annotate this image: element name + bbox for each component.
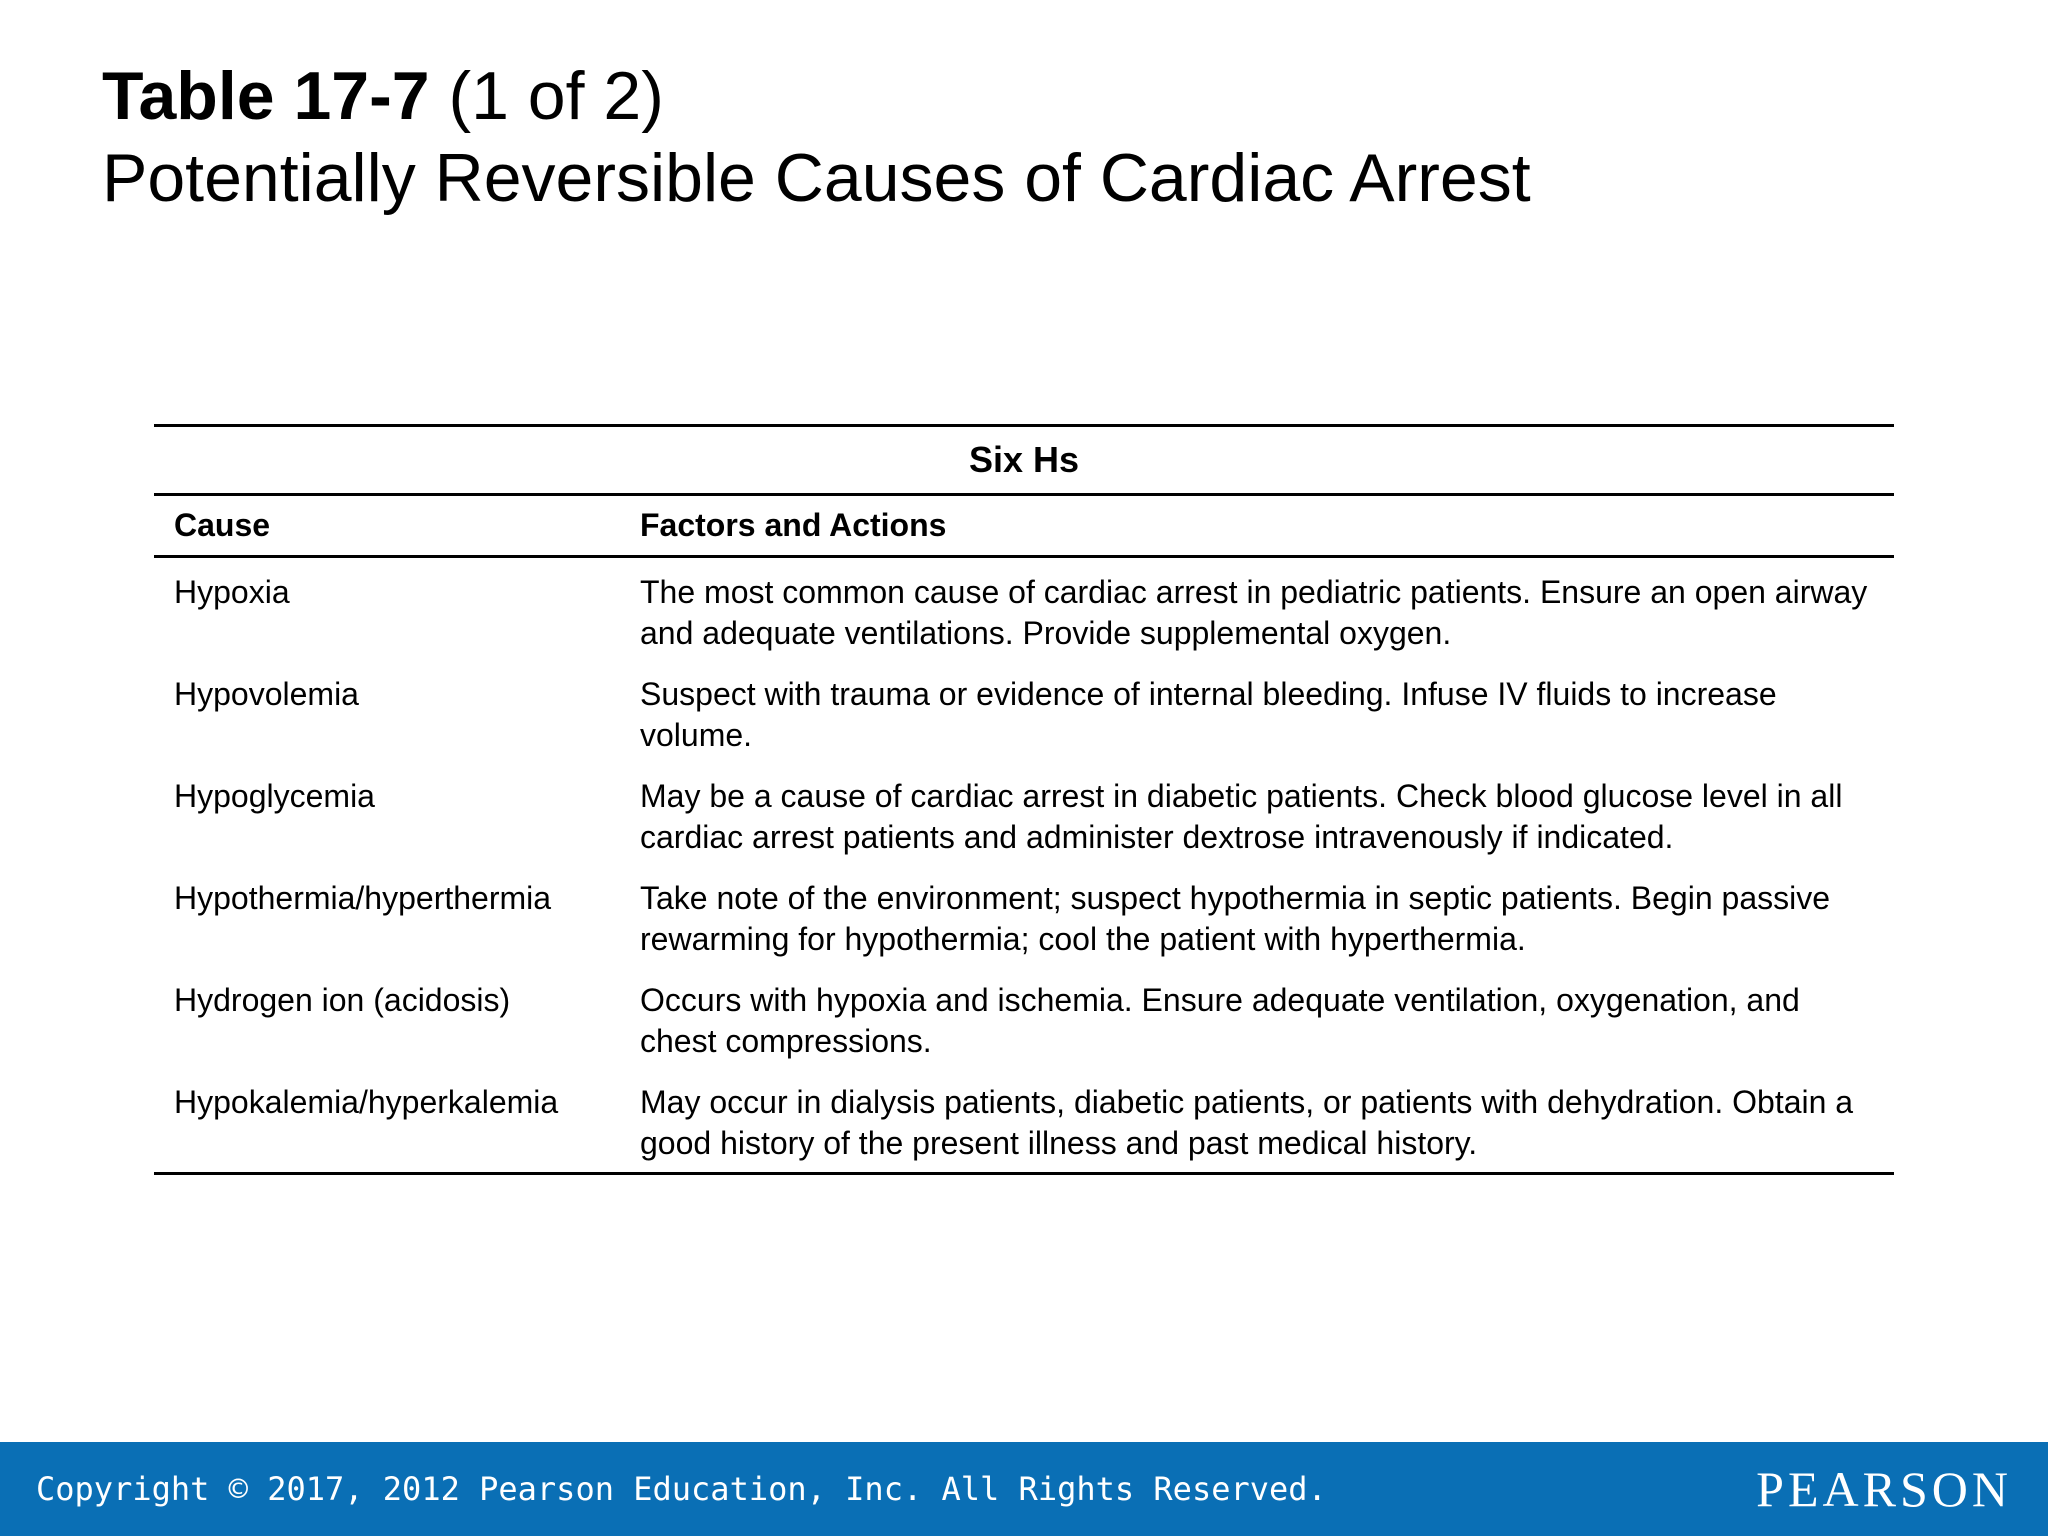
table-row [154,572,1894,654]
factors-cell: May be a cause of cardiac arrest in diabetic patients. Check blood glucose level in all cardiac arrest patients and administer dextrose intravenously if indicated. [640,778,1843,855]
cause-cell: Hypoxia [174,574,290,610]
table-bottom-rule [154,1172,1894,1175]
footer-bar [0,1442,2048,1536]
slide-title-block [102,56,1942,220]
table-row [154,776,1894,858]
cause-cell: Hypoglycemia [174,778,375,814]
table-part: (1 of 2) [429,58,664,134]
factors-cell: Take note of the environment; suspect hypothermia in septic patients. Begin passive rewarming for hypothermia; cool the patient with hyperthermia. [640,880,1831,957]
factors-cell: May occur in dialysis patients, diabetic patients, or patients with dehydration. Obtain a good history of the present illness and past medical history. [640,1084,1854,1161]
cause-cell: Hydrogen ion (acidosis) [174,982,511,1018]
column-header-factors: Factors and Actions [640,507,947,543]
table-row [154,878,1894,960]
causes-table [154,424,1894,1175]
table-body [154,558,1894,1172]
copyright-text: Copyright © 2017, 2012 Pearson Education, Inc. All Rights Reserved. [36,1470,1327,1508]
factors-cell: Suspect with trauma or evidence of internal bleeding. Infuse IV fluids to increase volume. [640,676,1777,753]
slide-title [102,56,1942,136]
table-section-header: Six Hs [968,439,1080,480]
factors-cell: Occurs with hypoxia and ischemia. Ensure adequate ventilation, oxygenation, and chest compressions. [640,982,1800,1059]
column-header-cause: Cause [174,507,271,543]
cause-cell: Hypovolemia [174,676,359,712]
table-column-headers [154,496,1894,555]
table-row [154,980,1894,1062]
table-row [154,1082,1894,1164]
pearson-logo: PEARSON [1756,1461,2012,1517]
table-row [154,674,1894,756]
table-number: Table 17-7 [102,58,430,134]
cause-cell: Hypokalemia/hyperkalemia [174,1084,559,1120]
cause-cell: Hypothermia/hyperthermia [174,880,552,916]
slide-subtitle: Potentially Reversible Causes of Cardiac Arrest [102,140,1531,216]
factors-cell: The most common cause of cardiac arrest in pediatric patients. Ensure an open airway and adequate ventilations. Provide supplemental oxygen. [640,574,1868,651]
